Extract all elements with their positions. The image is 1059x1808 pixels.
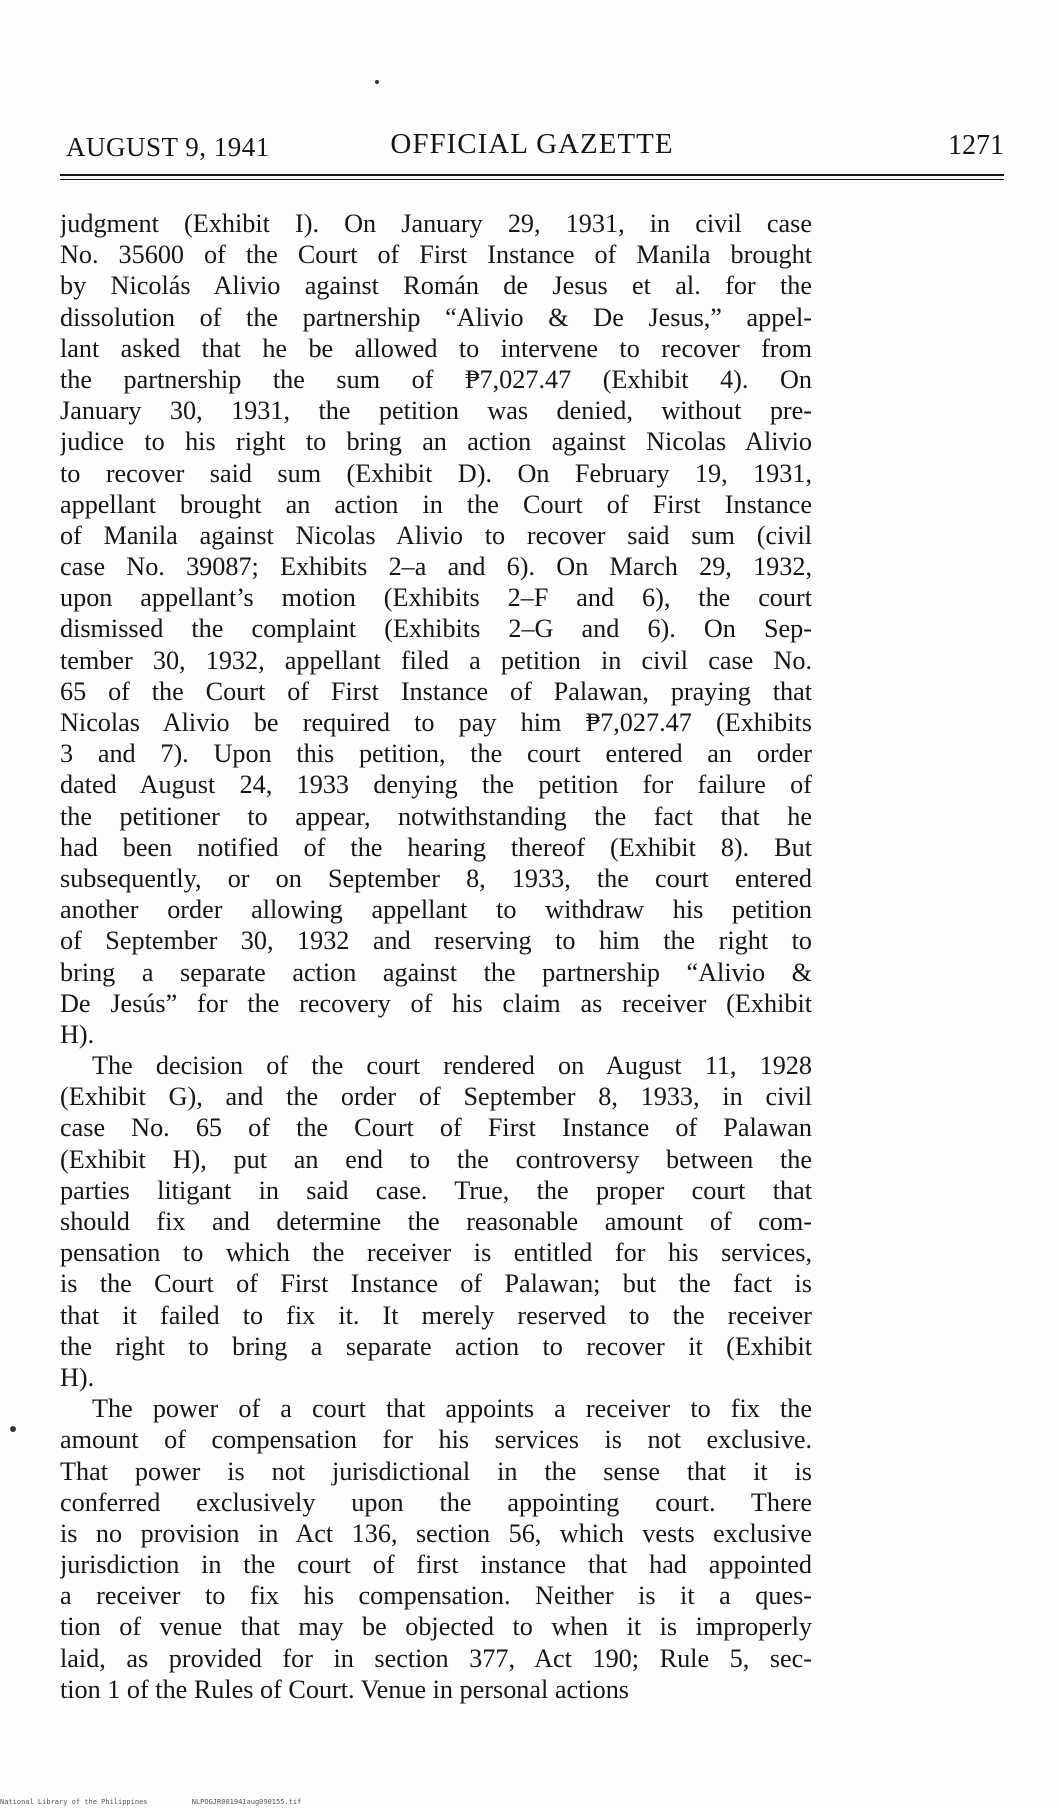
text-line: tember 30, 1932, appellant filed a petition in civil case No. [60, 645, 812, 675]
text-line: that it failed to fix it. It merely reserved to the receiver [60, 1300, 812, 1330]
text-line: H). [60, 1019, 95, 1049]
page-number: 1271 [948, 130, 1004, 161]
text-line: 65 of the Court of First Instance of Palawan, praying that [60, 676, 812, 706]
text-line: The power of a court that appoints a receiver to fix the [92, 1394, 812, 1424]
text-line: appellant brought an action in the Court of First Instance [60, 489, 812, 519]
text-line: (Exhibit H), put an end to the controversy between the [60, 1144, 812, 1174]
header-rule-thin [60, 179, 1004, 180]
text-line: a receiver to fix his compensation. Neither is it a ques- [60, 1581, 812, 1611]
text-line: parties litigant in said case. True, the proper court that [60, 1175, 812, 1205]
text-line: tion 1 of the Rules of Court. Venue in personal actions [60, 1674, 630, 1704]
text-line: judice to his right to bring an action against Nicolas Alivio [60, 427, 812, 457]
text-line: the right to bring a separate action to recover it (Exhibit [60, 1331, 812, 1361]
text-line: dated August 24, 1933 denying the petition for failure of [60, 770, 812, 800]
text-line: laid, as provided for in section 377, Act 190; Rule 5, sec- [60, 1643, 812, 1673]
text-line: of Manila against Nicolas Alivio to recover said sum (civil [60, 520, 812, 550]
scan-speck [375, 80, 379, 84]
issue-date: AUGUST 9, 1941 [66, 132, 270, 162]
scan-speck [10, 1426, 16, 1432]
text-line: by Nicolás Alivio against Román de Jesus et al. for the [60, 271, 812, 301]
text-line: of September 30, 1932 and reserving to him the right to [60, 926, 812, 956]
text-line: upon appellant’s motion (Exhibits 2–F and 6), the court [60, 583, 812, 613]
text-line: the petitioner to appear, notwithstanding the fact that he [60, 801, 812, 831]
text-line: lant asked that he be allowed to intervene to recover from [60, 333, 812, 363]
text-line: amount of compensation for his services is not exclusive. [60, 1425, 812, 1455]
text-line: conferred exclusively upon the appointing court. There [60, 1487, 812, 1517]
text-line: is no provision in Act 136, section 56, which vests exclusive [60, 1518, 812, 1548]
body-text [60, 208, 812, 1705]
text-line: bring a separate action against the partnership “Alivio & [60, 957, 812, 987]
text-line: H). [60, 1362, 95, 1392]
text-line: jurisdiction in the court of first instance that had appointed [60, 1550, 812, 1580]
text-line: No. 35600 of the Court of First Instance of Manila brought [60, 240, 812, 270]
text-line: to recover said sum (Exhibit D). On February 19, 1931, [60, 458, 812, 488]
text-line: the partnership the sum of ₱7,027.47 (Exhibit 4). On [60, 364, 812, 394]
text-line: The decision of the court rendered on August 11, 1928 [92, 1051, 812, 1081]
text-line: should fix and determine the reasonable amount of com- [60, 1207, 812, 1236]
publication-title: OFFICIAL GAZETTE [390, 128, 674, 160]
header-rule [60, 174, 1004, 176]
text-line: subsequently, or on September 8, 1933, the court entered [60, 863, 812, 893]
text-line: dissolution of the partnership “Alivio & De Jesus,” appel- [60, 302, 812, 332]
text-line: January 30, 1931, the petition was denied, without pre- [60, 396, 812, 426]
scan-file: NLPOGJR001941aug090155.tif [191, 1798, 302, 1806]
page-header [60, 128, 1004, 168]
text-line: is the Court of First Instance of Palawan; but the fact is [60, 1269, 812, 1299]
text-line: case No. 39087; Exhibits 2–a and 6). On March 29, 1932, [60, 552, 812, 582]
text-line: case No. 65 of the Court of First Instance of Palawan [60, 1113, 812, 1143]
text-line: De Jesús” for the recovery of his claim as receiver (Exhibit [60, 988, 812, 1018]
scan-footer [0, 1798, 341, 1806]
text-line: That power is not jurisdictional in the sense that it is [60, 1456, 812, 1486]
text-line: Nicolas Alivio be required to pay him ₱7,027.47 (Exhibits [60, 708, 812, 737]
text-line: dismissed the complaint (Exhibits 2–G and 6). On Sep- [60, 614, 812, 644]
text-line: pensation to which the receiver is entitled for his services, [60, 1238, 812, 1268]
text-line: (Exhibit G), and the order of September 8, 1933, in civil [60, 1082, 812, 1112]
text-line: had been notified of the hearing thereof (Exhibit 8). But [60, 832, 812, 862]
text-line: another order allowing appellant to withdraw his petition [60, 895, 812, 925]
text-line: tion of venue that may be objected to when it is improperly [60, 1612, 812, 1642]
text-line: 3 and 7). Upon this petition, the court entered an order [60, 739, 812, 769]
scan-source: National Library of the Philippines [0, 1798, 148, 1806]
text-line: judgment (Exhibit I). On January 29, 1931, in civil case [60, 209, 812, 238]
